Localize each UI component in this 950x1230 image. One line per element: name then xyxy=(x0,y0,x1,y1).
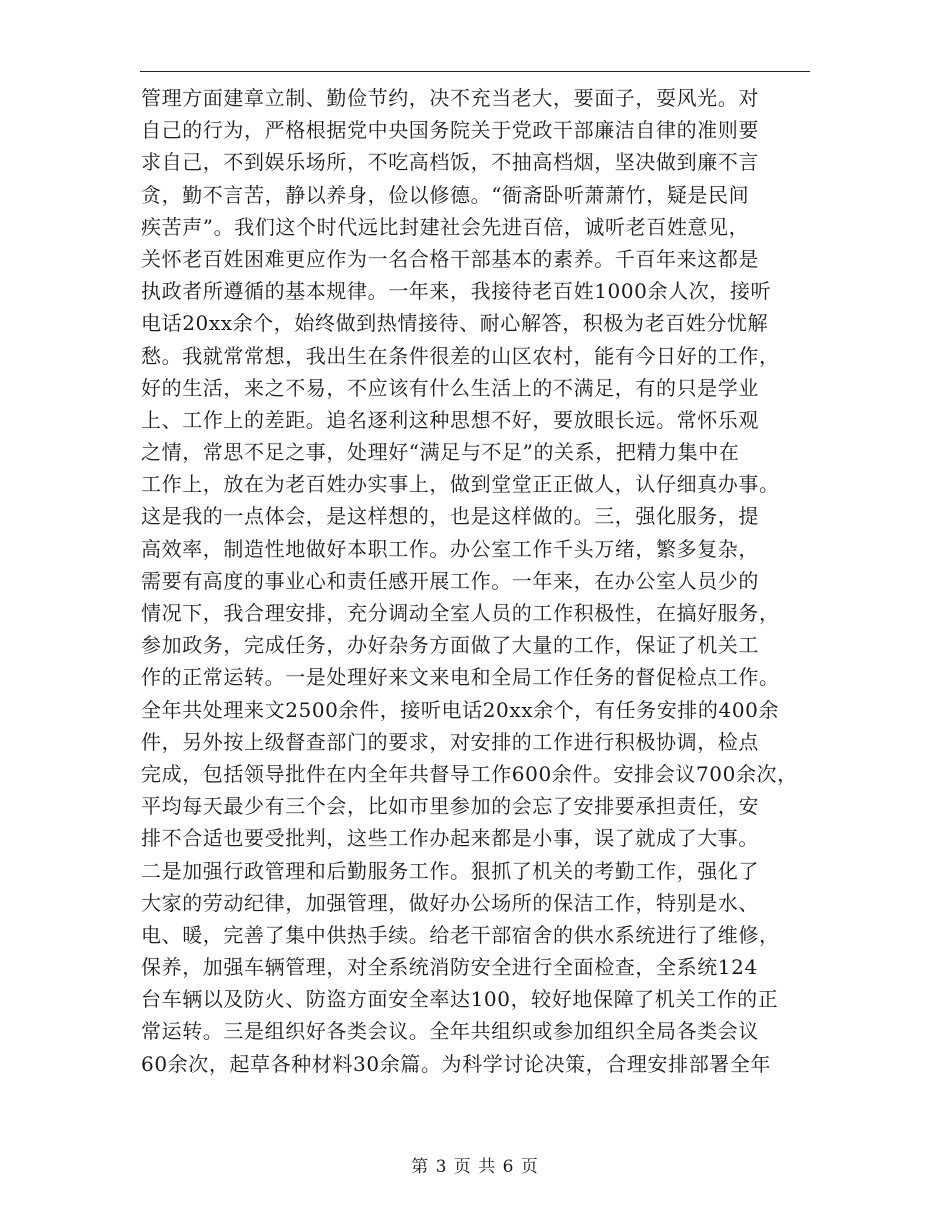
text-line: 高效率，制造性地做好本职工作。办公室工作千头万绪，繁多复杂， xyxy=(141,536,759,561)
text-line: 保养，加强车辆管理，对全系统消防安全进行全面检查，全系统124 xyxy=(141,955,758,980)
text-line: 电话20xx余个，始终做到热情接待、耐心解答，积极为老百姓分忧解 xyxy=(141,311,769,336)
text-line: 好的生活，来之不易，不应该有什么生活上的不满足，有的只是学业 xyxy=(141,375,759,400)
text-line: 这是我的一点体会，是这样想的，也是这样做的。三，强化服务，提 xyxy=(141,504,759,529)
page-number-label: 第 3 页 共 6 页 xyxy=(411,1157,539,1177)
text-line: 二是加强行政管理和后勤服务工作。狠抓了机关的考勤工作，强化了 xyxy=(141,858,759,883)
text-line: 愁。我就常常想，我出生在条件很差的山区农村，能有今日好的工作， xyxy=(141,343,780,368)
text-line: 大家的劳动纪律，加强管理，做好办公场所的保洁工作，特别是水、 xyxy=(141,890,759,915)
text-line: 台车辆以及防火、防盗方面安全率达100，较好地保障了机关工作的正 xyxy=(141,987,779,1012)
text-line: 之情，常思不足之事，处理好“满足与不足”的关系，把精力集中在 xyxy=(141,440,740,465)
text-line: 管理方面建章立制、勤俭节约，决不充当老大，要面子，耍风光。对 xyxy=(141,86,759,110)
text-line: 完成，包括领导批件在内全年共督导工作600余件。安排会议700余次， xyxy=(141,761,798,786)
page-footer xyxy=(0,1152,950,1177)
text-line: 疾苦声”。我们这个时代远比封建社会先进百倍，诚听老百姓意见， xyxy=(141,214,750,239)
text-line: 关怀老百姓困难更应作为一名合格干部基本的素养。千百年来这都是 xyxy=(141,246,759,271)
text-line: 排不合适也要受批判，这些工作办起来都是小事，误了就成了大事。 xyxy=(141,826,759,851)
text-line: 作的正常运转。一是处理好来文来电和全局工作任务的督促检点工作。 xyxy=(141,665,780,690)
text-line: 工作上，放在为老百姓办实事上，做到堂堂正正做人，认仔细真办事。 xyxy=(141,472,780,497)
text-line: 情况下，我合理安排，充分调动全室人员的工作积极性，在搞好服务， xyxy=(141,601,780,625)
text-line: 需要有高度的事业心和责任感开展工作。一年来，在办公室人员少的 xyxy=(141,568,759,593)
header-rule xyxy=(140,71,810,72)
body-text xyxy=(141,82,831,1080)
text-line: 全年共处理来文2500余件，接听电话20xx余个，有任务安排的400余 xyxy=(141,697,780,722)
text-line: 求自己，不到娱乐场所，不吃高档饭，不抽高档烟，坚决做到廉不言 xyxy=(141,150,759,175)
text-line: 自己的行为，严格根据党中央国务院关于党政干部廉洁自律的准则要 xyxy=(141,118,759,143)
text-line: 平均每天最少有三个会，比如市里参加的会忘了安排要承担责任，安 xyxy=(141,794,759,819)
text-line: 贪，勤不言苦，静以养身，俭以修德。“衙斋卧听萧萧竹，疑是民间 xyxy=(141,182,750,207)
text-line: 常运转。三是组织好各类会议。全年共组织或参加组织全局各类会议 xyxy=(141,1019,759,1044)
text-line: 参加政务，完成任务，办好杂务方面做了大量的工作，保证了机关工 xyxy=(141,633,759,658)
text-line: 电、暖，完善了集中供热手续。给老干部宿舍的供水系统进行了维修， xyxy=(141,922,780,947)
text-line: 上、工作上的差距。追名逐利这种思想不好，要放眼长远。常怀乐观 xyxy=(141,407,759,432)
text-line: 件，另外按上级督查部门的要求，对安排的工作进行积极协调，检点 xyxy=(141,729,759,754)
text-line: 执政者所遵循的基本规律。一年来，我接待老百姓1000余人次，接听 xyxy=(141,279,772,304)
text-line: 60余次，起草各种材料30余篇。为科学讨论决策，合理安排部署全年 xyxy=(141,1051,772,1076)
